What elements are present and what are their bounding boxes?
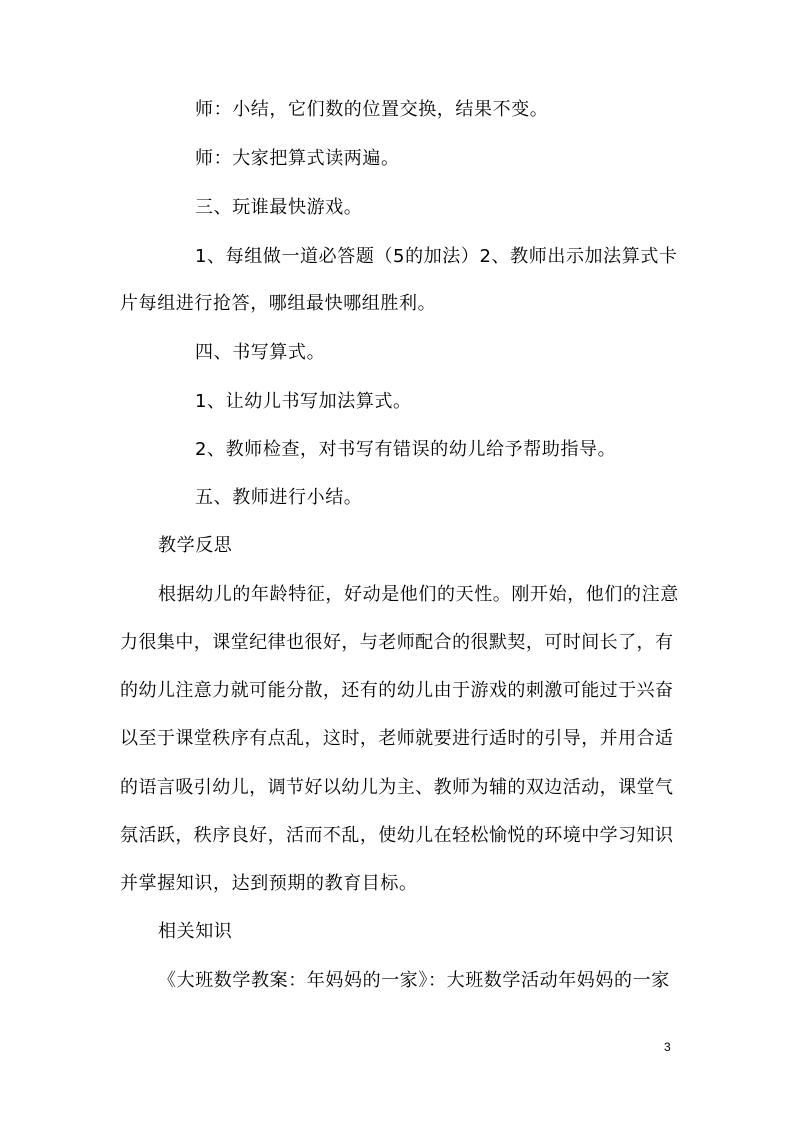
text-line: 的幼儿注意力就可能分散，还有的幼儿由于游戏的刺激可能过于兴奋 [120, 680, 673, 701]
page-number: 3 [664, 1040, 671, 1054]
text-line: 《大班数学教案：年妈妈的一家》：大班数学活动年妈妈的一家 [158, 970, 670, 991]
section-heading: 相关知识 [158, 921, 233, 942]
section-heading: 四、书写算式。 [195, 342, 326, 363]
text-line: 并掌握知识，达到预期的教育目标。 [120, 873, 418, 894]
text-line: 根据幼儿的年龄特征，好动是他们的天性。刚开始，他们的注意 [158, 584, 679, 605]
section-heading: 教学反思 [158, 535, 233, 556]
text-line: 的语言吸引幼儿，调节好以幼儿为主、教师为辅的双边活动，课堂气 [120, 777, 673, 798]
section-heading: 三、玩谁最快游戏。 [195, 197, 363, 218]
text-line: 以至于课堂秩序有点乱，这时，老师就要进行适时的引导，并用合适 [120, 728, 673, 749]
text-line: 1、每组做一道必答题（5的加法）2、教师出示加法算式卡 [195, 246, 678, 267]
text-line: 1、让幼儿书写加法算式。 [195, 391, 412, 412]
text-line: 片每组进行抢答，哪组最快哪组胜利。 [120, 293, 437, 314]
text-line: 2、教师检查，对书写有错误的幼儿给予帮助指导。 [195, 439, 617, 460]
text-line: 力很集中，课堂纪律也很好，与老师配合的很默契，可时间长了，有 [120, 632, 673, 653]
text-line: 师：大家把算式读两遍。 [195, 148, 400, 169]
text-line: 师：小结，它们数的位置交换，结果不变。 [195, 99, 549, 120]
section-heading: 五、教师进行小结。 [195, 487, 363, 508]
text-line: 氛活跃，秩序良好，活而不乱，使幼儿在轻松愉悦的环境中学习知识 [120, 825, 673, 846]
